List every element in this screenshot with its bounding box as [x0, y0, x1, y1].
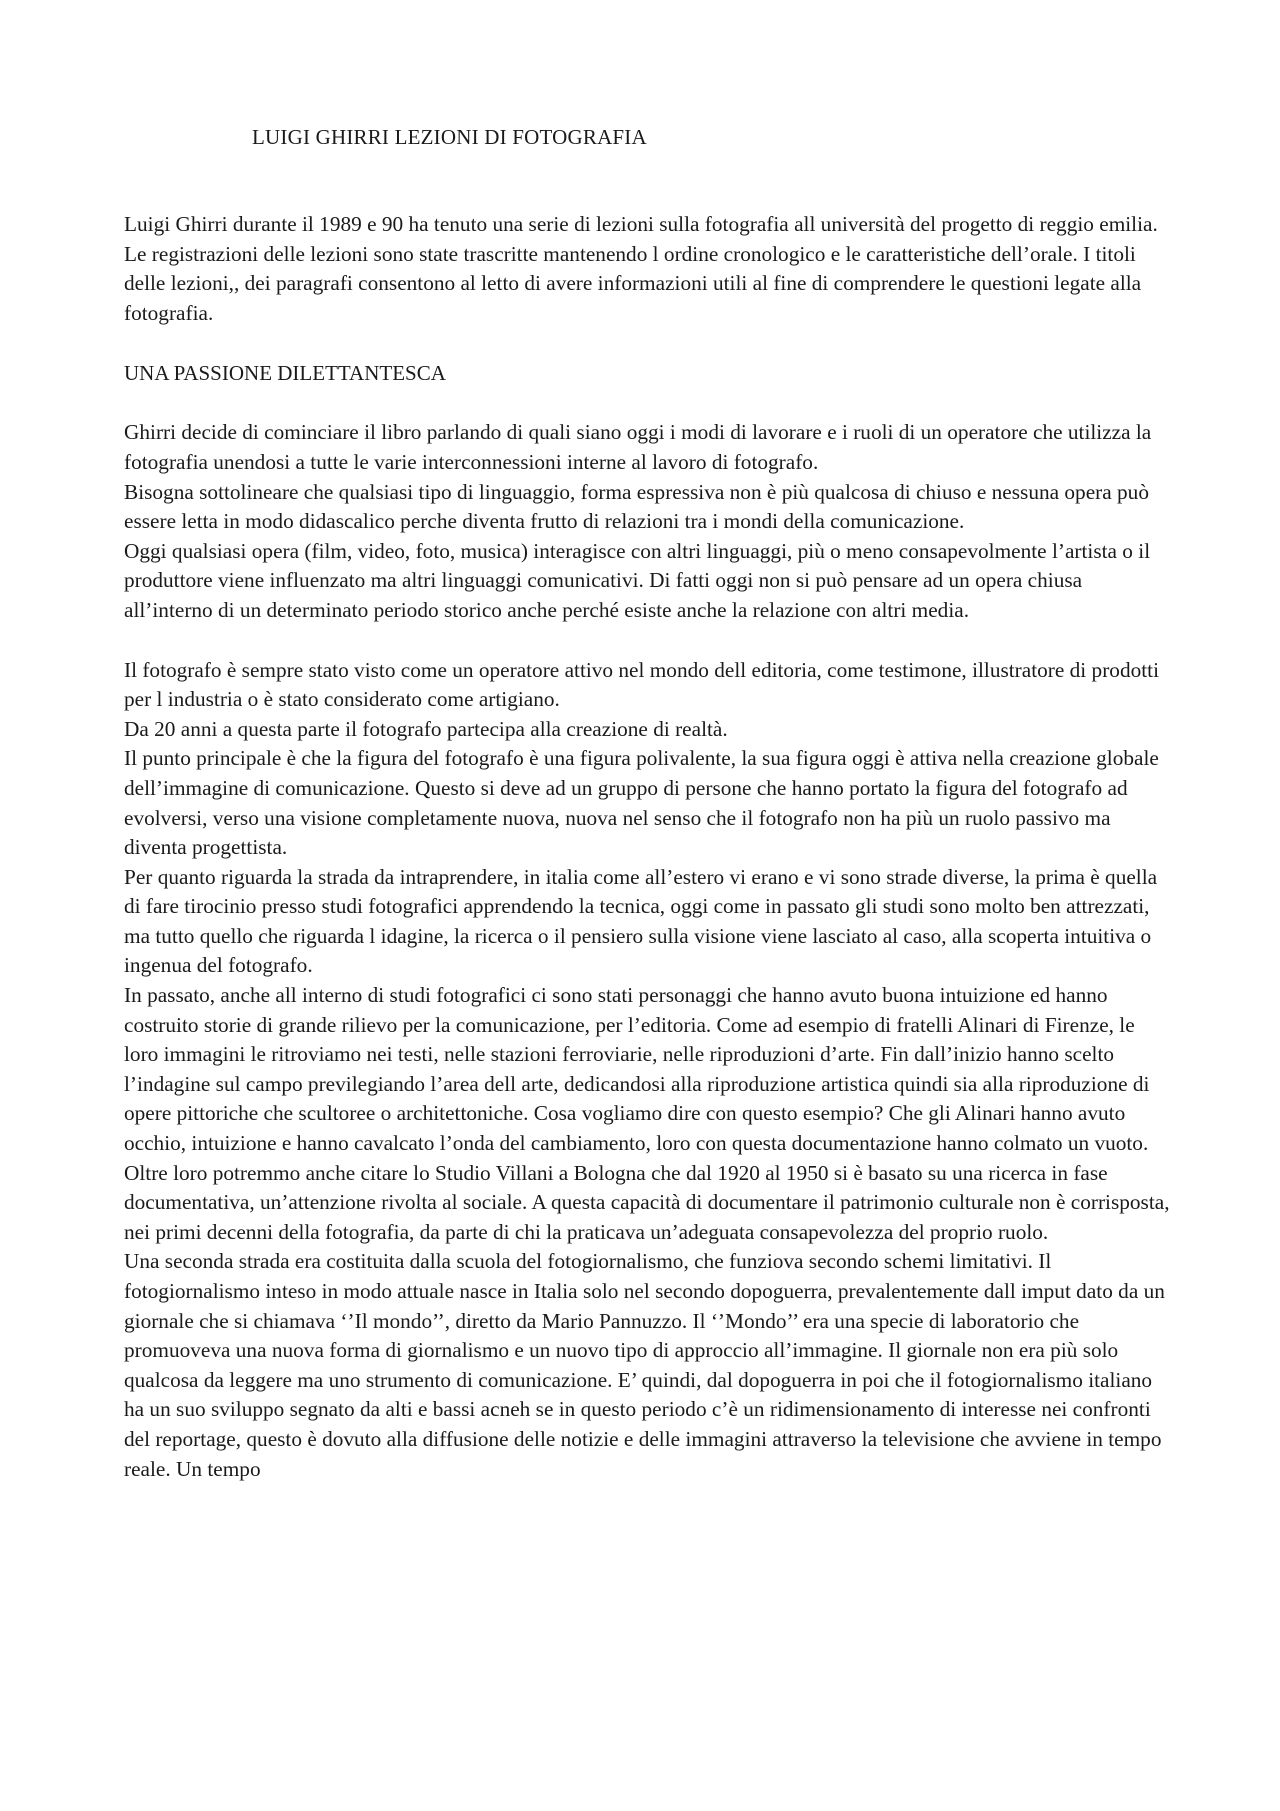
document-title: LUIGI GHIRRI LEZIONI DI FOTOGRAFIA	[252, 125, 647, 149]
body-paragraph: Da 20 anni a questa parte il fotografo partecipa alla creazione di realtà.	[124, 716, 728, 741]
body-paragraph: Bisogna sottolineare che qualsiasi tipo di linguaggio, forma espressiva non è più qualcosa di chiuso e nessuna opera può essere letta in modo didascalico perche diventa frutto di relazioni tra i mondi della comunicazione.	[124, 479, 1149, 534]
spacer	[124, 152, 1174, 210]
body-paragraph: Il fotografo è sempre stato visto come un operatore attivo nel mondo dell editoria, come testimone, illustratore di prodotti per l industria o è stato considerato come artigiano.	[124, 657, 1159, 712]
body-paragraph: Oggi qualsiasi opera (film, video, foto, musica) interagisce con altri linguaggi, più o meno consapevolmente l’artista o il produttore viene influenzato ma altri linguaggi comunicativi. Di fatti oggi non si può pensare ad un opera chiusa all’interno di un determinato periodo storico anche perché esiste anche la relazione con altri media.	[124, 538, 1151, 622]
body-paragraph: Il punto principale è che la figura del fotografo è una figura polivalente, la sua figura oggi è attiva nella creazione globale dell’immagine di comunicazione. Questo si deve ad un gruppo di persone che hanno portato la figura del fotografo ad evolversi, verso una visione completamente nuova, nuova nel senso che il fotografo non ha più un ruolo passivo ma diventa progettista.	[124, 746, 1159, 860]
document-page	[124, 122, 1174, 1484]
body-paragraph: In passato, anche all interno di studi fotografici ci sono stati personaggi che hanno avuto buona intuizione ed hanno costruito storie di grande rilievo per la comunicazione, per l’editoria. Come ad esempio di fratelli Alinari di Firenze, le loro immagini le ritroviamo nei testi, nelle stazioni ferroviarie, nelle riproduzioni d’arte. Fin dall’inizio hanno scelto l’indagine sul campo previlegiando l’area dell arte, dedicandosi alla riproduzione artistica quindi sia alla riproduzione di opere pittoriche che scultoree o architettoniche. Cosa vogliamo dire con questo esempio? Che gli Alinari hanno avuto occhio, intuizione e hanno cavalcato l’onda del cambiamento, loro con questa documentazione hanno colmato un vuoto. Oltre loro potremmo anche citare lo Studio Villani a Bologna che dal 1920 al 1950 si è basato su una ricerca in fase documentativa, un’attenzione rivolta al sociale. A questa capacità di documentare il patrimonio culturale non è corrisposta, nei primi decenni della fotografia, da parte di chi la praticava un’adeguata consapevolezza del proprio ruolo.	[124, 983, 1170, 1244]
body-paragraph: Una seconda strada era costituita dalla scuola del fotogiornalismo, che funziova secondo schemi limitativi. Il fotogiornalismo inteso in modo attuale nasce in Italia solo nel secondo dopoguerra, prevalentemente dall imput dato da un giornale che si chiamava ‘’Il mondo’’, diretto da Mario Pannuzzo. Il ‘’Mondo’’ era una specie di laboratorio che promuoveva una nuova forma di giornalismo e un nuovo tipo di approccio all’immagine. Il giornale non era più solo qualcosa da leggere ma uno strumento di comunicazione. E’ quindi, dal dopoguerra in poi che il fotogiornalismo italiano ha un suo sviluppo segnato da alti e bassi acneh se in questo periodo c’è un ridimensionamento di interesse nei confronti del reportage, questo è dovuto alla diffusione delle notizie e delle immagini attraverso la televisione che avviene in tempo reale. Un tempo	[124, 1249, 1165, 1481]
body-paragraph: Ghirri decide di cominciare il libro parlando di quali siano oggi i modi di lavorare e i ruoli di un operatore che utilizza la fotografia unendosi a tutte le varie interconnessioni interne al lavoro di fotografo.	[124, 420, 1152, 474]
spacer	[124, 626, 1174, 656]
section-heading: UNA PASSIONE DILETTANTESCA	[124, 361, 446, 386]
spacer	[124, 388, 1174, 418]
spacer	[124, 328, 1174, 358]
body-paragraph: Per quanto riguarda la strada da intraprendere, in italia come all’estero vi erano e vi sono strade diverse, la prima è quella di fare tirocinio presso studi fotografici apprendendo la tecnica, oggi come in passato gli studi sono molto ben attrezzati, ma tutto quello che riguarda l idagine, la ricerca o il pensiero sulla visione viene lasciato al caso, alla scoperta intuitiva o ingenua del fotografo.	[124, 864, 1158, 978]
intro-paragraph: Luigi Ghirri durante il 1989 e 90 ha tenuto una serie di lezioni sulla fotografia all università del progetto di reggio emilia. Le registrazioni delle lezioni sono state trascritte mantenendo l ordine cronologico e le caratteristiche dell’orale. I titoli delle lezioni,, dei paragrafi consentono al letto di avere informazioni utili al fine di comprendere le questioni legate alla fotografia.	[124, 212, 1158, 325]
